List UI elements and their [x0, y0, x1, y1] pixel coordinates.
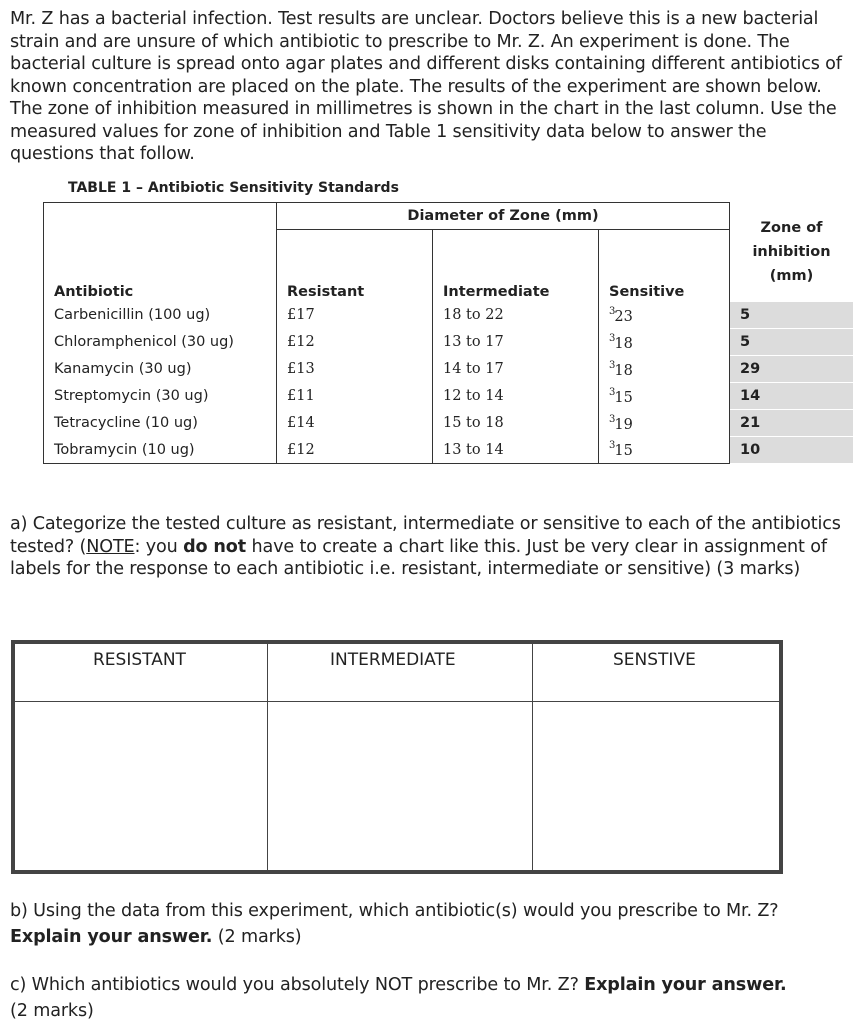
header-sensitive: Sensitive — [599, 229, 730, 302]
answer-table — [11, 640, 783, 874]
table-title: TABLE 1 – Antibiotic Sensitivity Standards — [68, 180, 399, 196]
zone-value: 21 — [730, 410, 853, 437]
question-a: a) Categorize the tested culture as resistant, intermediate or sensitive to each of the antibiotics tested? (NOTE: you do not have to create a chart like this. Just be very clear in assignment of labels for the response to each antibiotic i.e. resistant, intermediate or sensitive) (3 marks) — [10, 514, 841, 579]
table-row: Carbenicillin (100 ug) £17 18 to 22 $^3$23 5 — [44, 302, 853, 329]
answer-header-resistant: RESISTANT — [13, 642, 268, 702]
zone-value: 10 — [730, 437, 853, 464]
question-c: c) Which antibiotics would you absolutely NOT prescribe to Mr. Z? Explain your answer. (2 marks) — [10, 975, 787, 1021]
table-row: Kanamycin (30 ug) £13 14 to 17 $^3$18 29 — [44, 356, 853, 383]
zone-header: Zone of inhibition (mm) — [752, 219, 831, 284]
table-row: Tobramycin (10 ug) £12 13 to 14 $^3$15 10 — [44, 437, 853, 464]
header-antibiotic: Antibiotic — [44, 229, 277, 302]
header-intermediate: Intermediate — [433, 229, 599, 302]
table-row: Chloramphenicol (30 ug) £12 13 to 17 $^3$18 5 — [44, 329, 853, 356]
answer-header-sensitive: SENSTIVE — [533, 642, 782, 702]
intro-paragraph: Mr. Z has a bacterial infection. Test results are unclear. Doctors believe this is a new bacterial strain and are unsure of which antibiotic to prescribe to Mr. Z. An experiment is done. The bacterial culture is spread onto agar plates and different disks containing different antibiotics of known concentration are placed on the plate. The results of the experiment are shown below. The zone of inhibition measured in millimetres is shown in the chart in the last column. Use the measured values for zone of inhibition and Table 1 sensitivity data below to answer the questions that follow. — [10, 9, 842, 164]
zone-value: 14 — [730, 383, 853, 410]
answer-header-intermediate: INTERMEDIATE — [268, 642, 533, 702]
zone-value: 5 — [730, 302, 853, 329]
table-row: Tetracycline (10 ug) £14 15 to 18 $^3$19 21 — [44, 410, 853, 437]
diameter-header: Diameter of Zone (mm) — [277, 203, 730, 230]
answer-cell-resistant[interactable] — [13, 702, 268, 873]
answer-cell-intermediate[interactable] — [268, 702, 533, 873]
zone-value: 5 — [730, 329, 853, 356]
answer-cell-sensitive[interactable] — [533, 702, 782, 873]
question-b: b) Using the data from this experiment, which antibiotic(s) would you prescribe to Mr. Z? Explain your answer. (2 marks) — [10, 901, 779, 947]
sensitivity-table — [43, 202, 853, 464]
header-resistant: Resistant — [277, 229, 433, 302]
table-row: Streptomycin (30 ug) £11 12 to 14 $^3$15 14 — [44, 383, 853, 410]
zone-value: 29 — [730, 356, 853, 383]
